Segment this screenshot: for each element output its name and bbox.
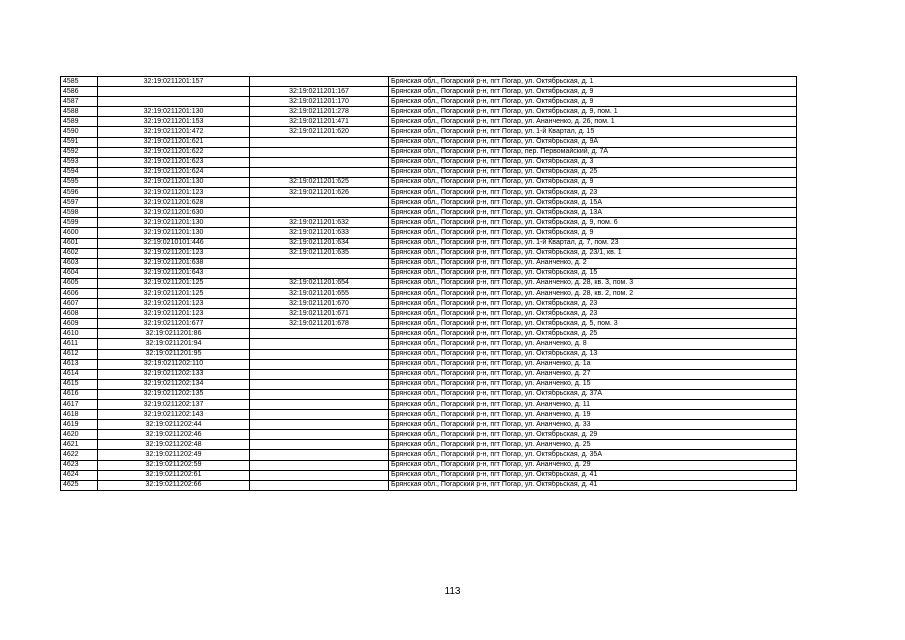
table-row bbox=[61, 339, 797, 349]
address-cell: Брянская обл., Погарский р-н, пгт Погар, ул. Ананченко, д. 28, кв. 3, пом. 3 bbox=[389, 278, 797, 288]
related-cadastral-number-cell bbox=[250, 349, 389, 359]
address-cell: Брянская обл., Погарский р-н, пгт Погар, ул. Октябрьская, д. 9, пом. 6 bbox=[389, 218, 797, 228]
row-number-cell: 4596 bbox=[61, 188, 98, 198]
table-row bbox=[61, 389, 797, 399]
cadastral-number-cell: 32:19:0210101:446 bbox=[98, 238, 250, 248]
table-row bbox=[61, 420, 797, 430]
address-cell: Брянская обл., Погарский р-н, пгт Погар, ул. Октябрьская, д. 9 bbox=[389, 177, 797, 187]
table-row bbox=[61, 177, 797, 187]
row-number-cell: 4590 bbox=[61, 127, 98, 137]
row-number-cell: 4587 bbox=[61, 97, 98, 107]
row-number-cell: 4613 bbox=[61, 359, 98, 369]
table-row bbox=[61, 137, 797, 147]
cadastral-number-cell bbox=[98, 97, 250, 107]
address-cell: Брянская обл., Погарский р-н, пгт Погар, ул. Октябрьская, д. 37А bbox=[389, 389, 797, 399]
table-row bbox=[61, 480, 797, 490]
table-row bbox=[61, 299, 797, 309]
address-cell: Брянская обл., Погарский р-н, пгт Погар, ул. 1-й Квартал, д. 15 bbox=[389, 127, 797, 137]
address-cell: Брянская обл., Погарский р-н, пгт Погар, ул. Октябрьская, д. 15А bbox=[389, 198, 797, 208]
related-cadastral-number-cell: 32:19:0211201:167 bbox=[250, 87, 389, 97]
related-cadastral-number-cell bbox=[250, 157, 389, 167]
related-cadastral-number-cell bbox=[250, 77, 389, 87]
cadastral-number-cell: 32:19:0211201:628 bbox=[98, 198, 250, 208]
address-cell: Брянская обл., Погарский р-н, пгт Погар, ул. Ананченко, д. 28, кв. 2, пом. 2 bbox=[389, 288, 797, 298]
row-number-cell: 4623 bbox=[61, 460, 98, 470]
related-cadastral-number-cell bbox=[250, 470, 389, 480]
cadastral-number-cell: 32:19:0211201:677 bbox=[98, 319, 250, 329]
row-number-cell: 4621 bbox=[61, 440, 98, 450]
address-cell: Брянская обл., Погарский р-н, пгт Погар, ул. Октябрьская, д. 25 bbox=[389, 329, 797, 339]
cadastral-number-cell: 32:19:0211201:157 bbox=[98, 77, 250, 87]
address-cell: Брянская обл., Погарский р-н, пгт Погар, ул. Октябрьская, д. 23 bbox=[389, 299, 797, 309]
property-table bbox=[60, 76, 797, 491]
address-cell: Брянская обл., Погарский р-н, пгт Погар, ул. Октябрьская, д. 41 bbox=[389, 470, 797, 480]
row-number-cell: 4617 bbox=[61, 400, 98, 410]
table-row bbox=[61, 369, 797, 379]
related-cadastral-number-cell bbox=[250, 339, 389, 349]
address-cell: Брянская обл., Погарский р-н, пгт Погар, ул. Октябрьская, д. 15 bbox=[389, 268, 797, 278]
row-number-cell: 4615 bbox=[61, 379, 98, 389]
table-row bbox=[61, 359, 797, 369]
table-row bbox=[61, 77, 797, 87]
row-number-cell: 4602 bbox=[61, 248, 98, 258]
cadastral-number-cell: 32:19:0211201:123 bbox=[98, 188, 250, 198]
related-cadastral-number-cell bbox=[250, 430, 389, 440]
table-row bbox=[61, 410, 797, 420]
cadastral-number-cell: 32:19:0211201:130 bbox=[98, 218, 250, 228]
table-row bbox=[61, 87, 797, 97]
address-cell: Брянская обл., Погарский р-н, пгт Погар, ул. Октябрьская, д. 41 bbox=[389, 480, 797, 490]
cadastral-number-cell: 32:19:0211201:643 bbox=[98, 268, 250, 278]
row-number-cell: 4593 bbox=[61, 157, 98, 167]
table-row bbox=[61, 107, 797, 117]
related-cadastral-number-cell bbox=[250, 208, 389, 218]
table-row bbox=[61, 268, 797, 278]
row-number-cell: 4606 bbox=[61, 288, 98, 298]
table-row bbox=[61, 450, 797, 460]
cadastral-number-cell: 32:19:0211201:630 bbox=[98, 208, 250, 218]
table-row bbox=[61, 208, 797, 218]
table-row bbox=[61, 288, 797, 298]
address-cell: Брянская обл., Погарский р-н, пгт Погар, пер. Первомайский, д. 7А bbox=[389, 147, 797, 157]
row-number-cell: 4599 bbox=[61, 218, 98, 228]
related-cadastral-number-cell: 32:19:0211201:670 bbox=[250, 299, 389, 309]
cadastral-number-cell: 32:19:0211201:94 bbox=[98, 339, 250, 349]
related-cadastral-number-cell: 32:19:0211201:170 bbox=[250, 97, 389, 107]
related-cadastral-number-cell: 32:19:0211201:278 bbox=[250, 107, 389, 117]
table-row bbox=[61, 309, 797, 319]
address-cell: Брянская обл., Погарский р-н, пгт Погар, ул. Ананченко, д. 25 bbox=[389, 440, 797, 450]
address-cell: Брянская обл., Погарский р-н, пгт Погар, ул. Октябрьская, д. 3 bbox=[389, 157, 797, 167]
address-cell: Брянская обл., Погарский р-н, пгт Погар, ул. Октябрьская, д. 13 bbox=[389, 349, 797, 359]
cadastral-number-cell: 32:19:0211201:125 bbox=[98, 278, 250, 288]
row-number-cell: 4589 bbox=[61, 117, 98, 127]
related-cadastral-number-cell bbox=[250, 167, 389, 177]
table-row bbox=[61, 248, 797, 258]
related-cadastral-number-cell bbox=[250, 359, 389, 369]
row-number-cell: 4586 bbox=[61, 87, 98, 97]
table-row bbox=[61, 147, 797, 157]
row-number-cell: 4591 bbox=[61, 137, 98, 147]
cadastral-number-cell: 32:19:0211202:48 bbox=[98, 440, 250, 450]
row-number-cell: 4592 bbox=[61, 147, 98, 157]
table-row bbox=[61, 198, 797, 208]
related-cadastral-number-cell: 32:19:0211201:671 bbox=[250, 309, 389, 319]
address-cell: Брянская обл., Погарский р-н, пгт Погар, ул. Ананченко, д. 29 bbox=[389, 460, 797, 470]
table-row bbox=[61, 97, 797, 107]
row-number-cell: 4616 bbox=[61, 389, 98, 399]
cadastral-number-cell: 32:19:0211201:123 bbox=[98, 299, 250, 309]
address-cell: Брянская обл., Погарский р-н, пгт Погар, ул. Ананченко, д. 11 bbox=[389, 400, 797, 410]
table-row bbox=[61, 379, 797, 389]
row-number-cell: 4607 bbox=[61, 299, 98, 309]
row-number-cell: 4614 bbox=[61, 369, 98, 379]
address-cell: Брянская обл., Погарский р-н, пгт Погар, ул. Октябрьская, д. 23/1, кв. 1 bbox=[389, 248, 797, 258]
related-cadastral-number-cell bbox=[250, 268, 389, 278]
cadastral-number-cell: 32:19:0211202:44 bbox=[98, 420, 250, 430]
table-row bbox=[61, 440, 797, 450]
table-row bbox=[61, 258, 797, 268]
related-cadastral-number-cell bbox=[250, 410, 389, 420]
address-cell: Брянская обл., Погарский р-н, пгт Погар, ул. Ананченко, д. 27 bbox=[389, 369, 797, 379]
address-cell: Брянская обл., Погарский р-н, пгт Погар, ул. Октябрьская, д. 35А bbox=[389, 450, 797, 460]
cadastral-number-cell: 32:19:0211201:130 bbox=[98, 228, 250, 238]
related-cadastral-number-cell: 32:19:0211201:633 bbox=[250, 228, 389, 238]
cadastral-number-cell: 32:19:0211201:123 bbox=[98, 309, 250, 319]
table-row bbox=[61, 117, 797, 127]
cadastral-number-cell: 32:19:0211201:125 bbox=[98, 288, 250, 298]
cadastral-number-cell: 32:19:0211201:624 bbox=[98, 167, 250, 177]
cadastral-number-cell: 32:19:0211201:623 bbox=[98, 157, 250, 167]
cadastral-number-cell: 32:19:0211201:472 bbox=[98, 127, 250, 137]
row-number-cell: 4601 bbox=[61, 238, 98, 248]
address-cell: Брянская обл., Погарский р-н, пгт Погар, ул. Октябрьская, д. 9, пом. 1 bbox=[389, 107, 797, 117]
row-number-cell: 4600 bbox=[61, 228, 98, 238]
table-row bbox=[61, 430, 797, 440]
row-number-cell: 4609 bbox=[61, 319, 98, 329]
cadastral-number-cell: 32:19:0211201:130 bbox=[98, 107, 250, 117]
related-cadastral-number-cell bbox=[250, 379, 389, 389]
related-cadastral-number-cell bbox=[250, 329, 389, 339]
cadastral-number-cell: 32:19:0211202:46 bbox=[98, 430, 250, 440]
address-cell: Брянская обл., Погарский р-н, пгт Погар, ул. Октябрьская, д. 13А bbox=[389, 208, 797, 218]
related-cadastral-number-cell: 32:19:0211201:655 bbox=[250, 288, 389, 298]
related-cadastral-number-cell: 32:19:0211201:632 bbox=[250, 218, 389, 228]
table-row bbox=[61, 157, 797, 167]
row-number-cell: 4625 bbox=[61, 480, 98, 490]
cadastral-number-cell: 32:19:0211201:86 bbox=[98, 329, 250, 339]
cadastral-number-cell: 32:19:0211202:133 bbox=[98, 369, 250, 379]
table-row bbox=[61, 238, 797, 248]
table-row bbox=[61, 470, 797, 480]
related-cadastral-number-cell bbox=[250, 258, 389, 268]
table-row bbox=[61, 329, 797, 339]
related-cadastral-number-cell bbox=[250, 400, 389, 410]
table-row bbox=[61, 218, 797, 228]
table-row bbox=[61, 319, 797, 329]
cadastral-number-cell: 32:19:0211201:638 bbox=[98, 258, 250, 268]
property-table-body bbox=[61, 77, 797, 491]
cadastral-number-cell: 32:19:0211202:49 bbox=[98, 450, 250, 460]
row-number-cell: 4585 bbox=[61, 77, 98, 87]
cadastral-number-cell: 32:19:0211201:622 bbox=[98, 147, 250, 157]
table-row bbox=[61, 228, 797, 238]
address-cell: Брянская обл., Погарский р-н, пгт Погар, ул. Ананченко, д. 26, пом. 1 bbox=[389, 117, 797, 127]
related-cadastral-number-cell: 32:19:0211201:626 bbox=[250, 188, 389, 198]
cadastral-number-cell: 32:19:0211201:123 bbox=[98, 248, 250, 258]
row-number-cell: 4620 bbox=[61, 430, 98, 440]
address-cell: Брянская обл., Погарский р-н, пгт Погар, ул. Октябрьская, д. 9 bbox=[389, 87, 797, 97]
address-cell: Брянская обл., Погарский р-н, пгт Погар, ул. Октябрьская, д. 9 bbox=[389, 228, 797, 238]
related-cadastral-number-cell: 32:19:0211201:634 bbox=[250, 238, 389, 248]
cadastral-number-cell: 32:19:0211201:95 bbox=[98, 349, 250, 359]
table-row bbox=[61, 188, 797, 198]
related-cadastral-number-cell bbox=[250, 198, 389, 208]
row-number-cell: 4619 bbox=[61, 420, 98, 430]
address-cell: Брянская обл., Погарский р-н, пгт Погар, ул. Октябрьская, д. 29 bbox=[389, 430, 797, 440]
table-row bbox=[61, 349, 797, 359]
table-row bbox=[61, 460, 797, 470]
row-number-cell: 4595 bbox=[61, 177, 98, 187]
related-cadastral-number-cell bbox=[250, 480, 389, 490]
row-number-cell: 4598 bbox=[61, 208, 98, 218]
cadastral-number-cell: 32:19:0211202:66 bbox=[98, 480, 250, 490]
cadastral-number-cell: 32:19:0211201:153 bbox=[98, 117, 250, 127]
related-cadastral-number-cell bbox=[250, 450, 389, 460]
row-number-cell: 4611 bbox=[61, 339, 98, 349]
related-cadastral-number-cell: 32:19:0211201:620 bbox=[250, 127, 389, 137]
row-number-cell: 4594 bbox=[61, 167, 98, 177]
table-row bbox=[61, 167, 797, 177]
address-cell: Брянская обл., Погарский р-н, пгт Погар, ул. Октябрьская, д. 1 bbox=[389, 77, 797, 87]
related-cadastral-number-cell bbox=[250, 440, 389, 450]
row-number-cell: 4612 bbox=[61, 349, 98, 359]
row-number-cell: 4622 bbox=[61, 450, 98, 460]
address-cell: Брянская обл., Погарский р-н, пгт Погар, ул. Октябрьская, д. 23 bbox=[389, 309, 797, 319]
cadastral-number-cell: 32:19:0211202:137 bbox=[98, 400, 250, 410]
row-number-cell: 4608 bbox=[61, 309, 98, 319]
address-cell: Брянская обл., Погарский р-н, пгт Погар, ул. 1-й Квартал, д. 7, пом. 23 bbox=[389, 238, 797, 248]
row-number-cell: 4597 bbox=[61, 198, 98, 208]
cadastral-number-cell: 32:19:0211202:135 bbox=[98, 389, 250, 399]
related-cadastral-number-cell bbox=[250, 369, 389, 379]
address-cell: Брянская обл., Погарский р-н, пгт Погар, ул. Ананченко, д. 33 bbox=[389, 420, 797, 430]
page-number: 113 bbox=[444, 586, 461, 597]
related-cadastral-number-cell: 32:19:0211201:654 bbox=[250, 278, 389, 288]
cadastral-number-cell: 32:19:0211202:61 bbox=[98, 470, 250, 480]
address-cell: Брянская обл., Погарский р-н, пгт Погар, ул. Октябрьская, д. 9 bbox=[389, 97, 797, 107]
address-cell: Брянская обл., Погарский р-н, пгт Погар, ул. Октябрьская, д. 23 bbox=[389, 188, 797, 198]
related-cadastral-number-cell: 32:19:0211201:471 bbox=[250, 117, 389, 127]
row-number-cell: 4624 bbox=[61, 470, 98, 480]
table-row bbox=[61, 127, 797, 137]
row-number-cell: 4603 bbox=[61, 258, 98, 268]
cadastral-number-cell: 32:19:0211202:143 bbox=[98, 410, 250, 420]
row-number-cell: 4588 bbox=[61, 107, 98, 117]
address-cell: Брянская обл., Погарский р-н, пгт Погар, ул. Октябрьская, д. 9А bbox=[389, 137, 797, 147]
row-number-cell: 4610 bbox=[61, 329, 98, 339]
row-number-cell: 4604 bbox=[61, 268, 98, 278]
address-cell: Брянская обл., Погарский р-н, пгт Погар, ул. Октябрьская, д. 25 bbox=[389, 167, 797, 177]
address-cell: Брянская обл., Погарский р-н, пгт Погар, ул. Ананченко, д. 15 bbox=[389, 379, 797, 389]
row-number-cell: 4605 bbox=[61, 278, 98, 288]
related-cadastral-number-cell bbox=[250, 420, 389, 430]
row-number-cell: 4618 bbox=[61, 410, 98, 420]
address-cell: Брянская обл., Погарский р-н, пгт Погар, ул. Октябрьская, д. 5, пом. 3 bbox=[389, 319, 797, 329]
related-cadastral-number-cell: 32:19:0211201:625 bbox=[250, 177, 389, 187]
cadastral-number-cell bbox=[98, 87, 250, 97]
address-cell: Брянская обл., Погарский р-н, пгт Погар, ул. Ананченко, д. 2 bbox=[389, 258, 797, 268]
address-cell: Брянская обл., Погарский р-н, пгт Погар, ул. Ананченко, д. 1а bbox=[389, 359, 797, 369]
cadastral-number-cell: 32:19:0211202:134 bbox=[98, 379, 250, 389]
address-cell: Брянская обл., Погарский р-н, пгт Погар, ул. Ананченко, д. 8 bbox=[389, 339, 797, 349]
related-cadastral-number-cell bbox=[250, 389, 389, 399]
related-cadastral-number-cell: 32:19:0211201:635 bbox=[250, 248, 389, 258]
address-cell: Брянская обл., Погарский р-н, пгт Погар, ул. Ананченко, д. 19 bbox=[389, 410, 797, 420]
cadastral-number-cell: 32:19:0211201:130 bbox=[98, 177, 250, 187]
related-cadastral-number-cell: 32:19:0211201:678 bbox=[250, 319, 389, 329]
table-row bbox=[61, 400, 797, 410]
table-row bbox=[61, 278, 797, 288]
related-cadastral-number-cell bbox=[250, 137, 389, 147]
cadastral-number-cell: 32:19:0211201:621 bbox=[98, 137, 250, 147]
cadastral-number-cell: 32:19:0211202:110 bbox=[98, 359, 250, 369]
cadastral-number-cell: 32:19:0211202:59 bbox=[98, 460, 250, 470]
related-cadastral-number-cell bbox=[250, 460, 389, 470]
related-cadastral-number-cell bbox=[250, 147, 389, 157]
